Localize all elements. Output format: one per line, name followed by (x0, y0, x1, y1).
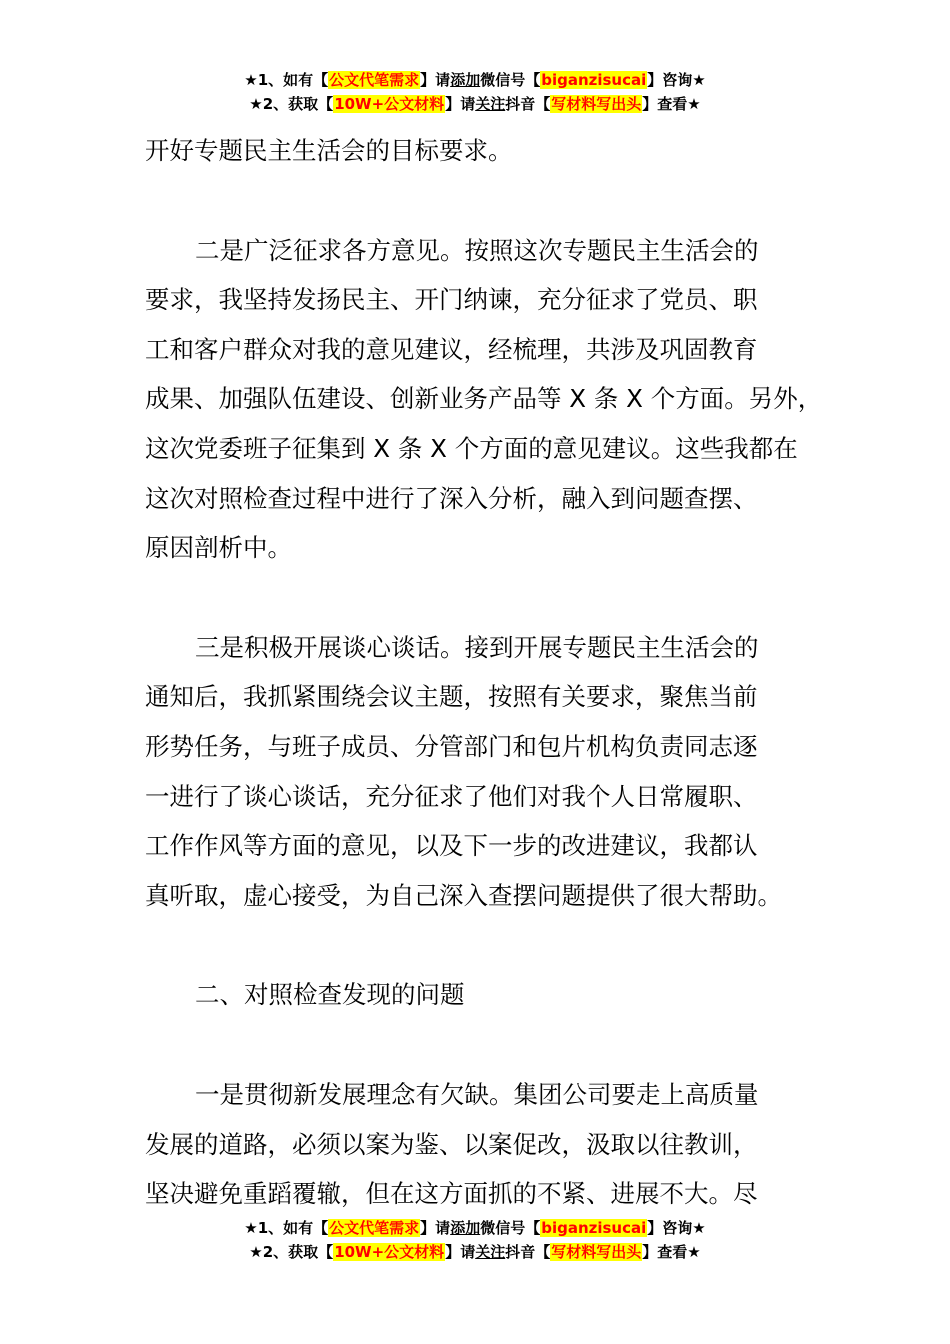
banner-text: ★1、如有【 (244, 1219, 329, 1237)
banner-text: ★2、获取【 (249, 1243, 334, 1261)
banner-underlined-text: 添加 (450, 1219, 481, 1237)
text-line: 一进行了谈心谈话，充分征求了他们对我个人日常履职、 (145, 781, 758, 811)
banner-text: 】请 (445, 1243, 476, 1261)
text-line: 工作作风等方面的意见，以及下一步的改进建议，我都认 (145, 831, 758, 861)
banner-text: 】请 (420, 1219, 451, 1237)
banner-text: 微信号【 (480, 1219, 541, 1237)
text-line: 一是贯彻新发展理念有欠缺。集团公司要走上高质量 (195, 1079, 759, 1109)
banner-highlight-materials: 10W+公文材料 (334, 1243, 445, 1261)
text-line: 开好专题民主生活会的目标要求。 (145, 136, 513, 165)
text-line: 三是积极开展谈心谈话。接到开展专题民主生活会的 (195, 632, 759, 662)
banner-text: 】咨询★ (647, 71, 706, 89)
banner-highlight-wechat-id: biganzisucai (541, 1219, 647, 1237)
paragraph-heart-to-heart-talks (145, 623, 830, 921)
text-line: 坚决避免重蹈覆辙，但在这方面抓的不紧、进展不大。尽 (145, 1179, 758, 1209)
text-line: 这次对照检查过程中进行了深入分析，融入到问题查摆、 (145, 483, 758, 513)
banner-line-1 (0, 68, 950, 92)
banner-text: 】查看★ (642, 1243, 701, 1261)
banner-text: 】咨询★ (647, 1219, 706, 1237)
paragraph-solicit-opinions (145, 226, 830, 573)
text-line: 成果、加强队伍建设、创新业务产品等 X 条 X 个方面。另外， (145, 384, 823, 414)
document-body (145, 126, 830, 1219)
banner-underlined-text: 关注 (475, 1243, 506, 1261)
banner-text: 抖音【 (505, 95, 551, 113)
banner-highlight-service: 公文代笔需求 (329, 1219, 420, 1237)
text-line: 要求，我坚持发扬民主、开门纳谏，充分征求了党员、职 (145, 285, 758, 315)
banner-text: 】请 (445, 95, 476, 113)
banner-underlined-text: 添加 (450, 71, 481, 89)
banner-text: 抖音【 (505, 1243, 551, 1261)
text-line: 通知后，我抓紧围绕会议主题，按照有关要求，聚焦当前 (145, 682, 758, 712)
text-line: 真听取，虚心接受，为自己深入查摆问题提供了很大帮助。 (145, 880, 782, 910)
banner-underlined-text: 关注 (475, 95, 506, 113)
banner-text: 】请 (420, 71, 451, 89)
text-line: 二是广泛征求各方意见。按照这次专题民主生活会的 (195, 235, 759, 265)
banner-highlight-service: 公文代笔需求 (329, 71, 420, 89)
text-line: 这次党委班子征集到 X 条 X 个方面的意见建议。这些我都在 (145, 433, 798, 463)
banner-line-1 (0, 1216, 950, 1240)
banner-text: 微信号【 (480, 71, 541, 89)
paragraph-continuation (145, 126, 830, 176)
banner-highlight-douyin: 写材料写出头 (551, 95, 642, 113)
banner-text: ★2、获取【 (249, 95, 334, 113)
banner-highlight-douyin: 写材料写出头 (551, 1243, 642, 1261)
banner-highlight-wechat-id: biganzisucai (541, 71, 647, 89)
header-banner (0, 68, 950, 116)
banner-text: ★1、如有【 (244, 71, 329, 89)
text-line: 原因剖析中。 (145, 533, 292, 563)
text-line: 工和客户群众对我的意见建议，经梳理，共涉及巩固教育 (145, 334, 758, 364)
section-heading (145, 970, 830, 1020)
banner-line-2 (0, 92, 950, 116)
text-line: 形势任务，与班子成员、分管部门和包片机构负责同志逐 (145, 731, 758, 761)
text-line: 发展的道路，必须以案为鉴、以案促改，汲取以往教训， (145, 1129, 758, 1159)
banner-line-2 (0, 1240, 950, 1264)
footer-banner (0, 1216, 950, 1264)
banner-text: 】查看★ (642, 95, 701, 113)
banner-highlight-materials: 10W+公文材料 (334, 95, 445, 113)
heading-text: 二、对照检查发现的问题 (195, 980, 465, 1010)
paragraph-new-development-concept (145, 1070, 830, 1219)
